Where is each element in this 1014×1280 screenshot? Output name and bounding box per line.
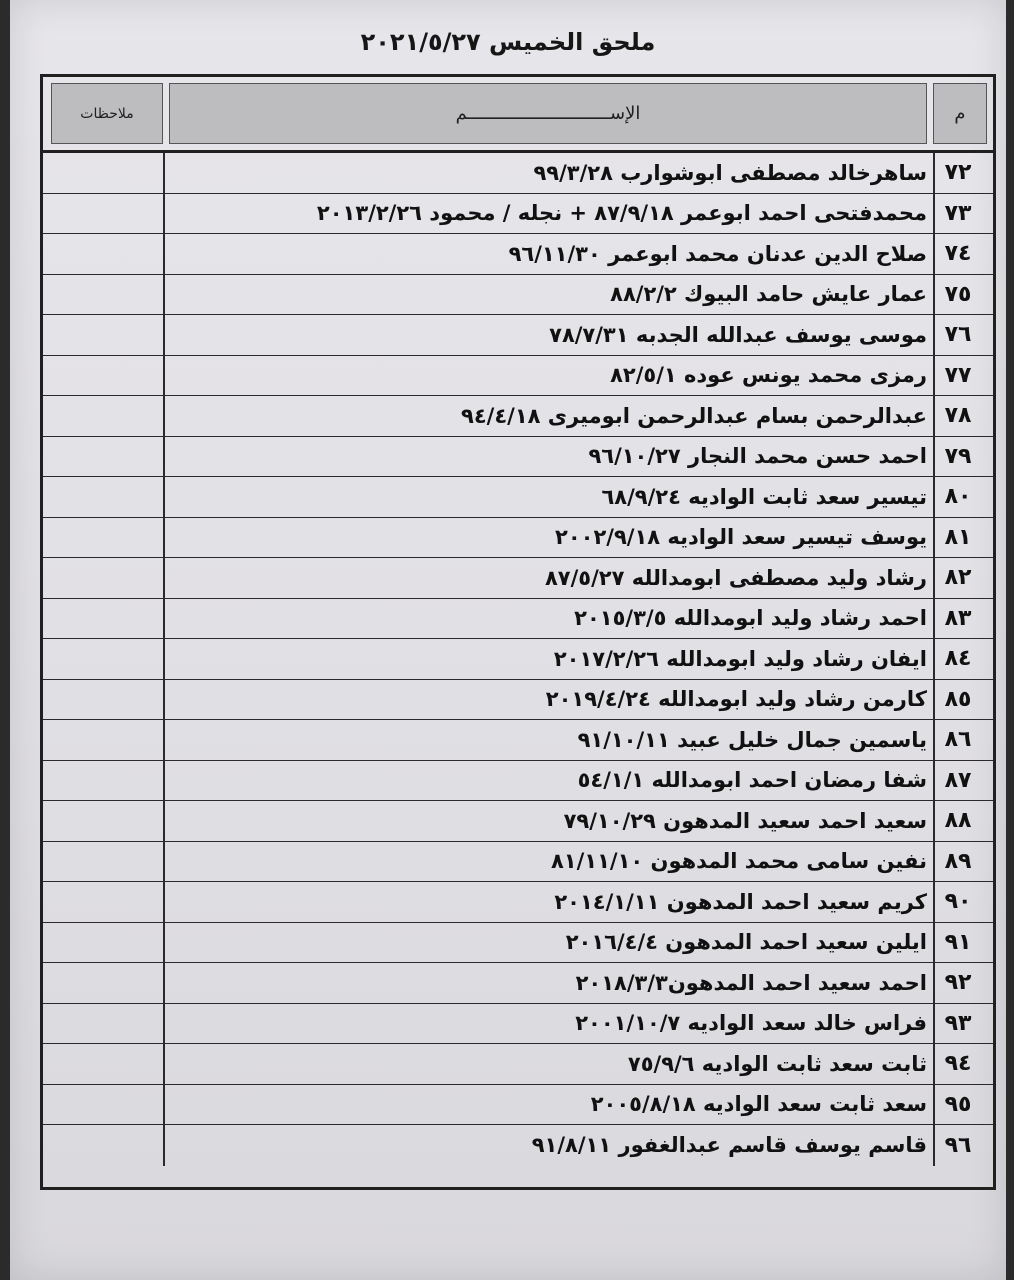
row-number: ٩٥: [933, 1085, 981, 1125]
row-number: ٨٩: [933, 842, 981, 882]
row-notes: [43, 234, 163, 274]
table-row: [43, 963, 993, 1004]
table-row: [43, 1004, 993, 1045]
row-number: ٩١: [933, 923, 981, 963]
row-name: كارمن رشاد وليد ابومدالله ٢٠١٩/٤/٢٤: [163, 680, 933, 720]
row-notes: [43, 720, 163, 760]
table-row: [43, 153, 993, 194]
table-row: [43, 396, 993, 437]
row-notes: [43, 639, 163, 679]
row-number: ٨٥: [933, 680, 981, 720]
row-notes: [43, 801, 163, 841]
table-row: [43, 1085, 993, 1126]
row-number: ٩٠: [933, 882, 981, 922]
row-name: موسى يوسف عبدالله الجدبه ٧٨/٧/٣١: [163, 315, 933, 355]
row-name: محمدفتحى احمد ابوعمر ٨٧/٩/١٨ + نجله / محمود ٢٠١٣/٢/٢٦: [163, 194, 933, 234]
table-row: [43, 234, 993, 275]
row-number: ٧٤: [933, 234, 981, 274]
row-name: سعد ثابت سعد الواديه ٢٠٠٥/٨/١٨: [163, 1085, 933, 1125]
header-notes: ملاحظات: [51, 83, 163, 144]
row-notes: [43, 315, 163, 355]
row-number: ٧٩: [933, 437, 981, 477]
row-number: ٧٥: [933, 275, 981, 315]
row-name: شفا رمضان احمد ابومدالله ٥٤/١/١: [163, 761, 933, 801]
table-row: [43, 801, 993, 842]
table-row: [43, 882, 993, 923]
row-name: رمزى محمد يونس عوده ٨٢/٥/١: [163, 356, 933, 396]
row-notes: [43, 153, 163, 193]
row-notes: [43, 923, 163, 963]
row-name: فراس خالد سعد الواديه ٢٠٠١/١٠/٧: [163, 1004, 933, 1044]
row-notes: [43, 963, 163, 1003]
row-name: قاسم يوسف قاسم عبدالغفور ٩١/٨/١١: [163, 1125, 933, 1166]
row-number: ٧٦: [933, 315, 981, 355]
row-number: ٧٧: [933, 356, 981, 396]
row-name: تيسير سعد ثابت الواديه ٦٨/٩/٢٤: [163, 477, 933, 517]
row-number: ٩٢: [933, 963, 981, 1003]
row-name: احمد سعيد احمد المدهون٢٠١٨/٣/٣: [163, 963, 933, 1003]
row-name: سعيد احمد سعيد المدهون ٧٩/١٠/٢٩: [163, 801, 933, 841]
table-header: [43, 77, 993, 153]
row-notes: [43, 1085, 163, 1125]
row-notes: [43, 437, 163, 477]
row-notes: [43, 194, 163, 234]
row-number: ٨١: [933, 518, 981, 558]
row-name: كريم سعيد احمد المدهون ٢٠١٤/١/١١: [163, 882, 933, 922]
table-row: [43, 477, 993, 518]
row-notes: [43, 396, 163, 436]
table-row: [43, 639, 993, 680]
row-name: صلاح الدين عدنان محمد ابوعمر ٩٦/١١/٣٠: [163, 234, 933, 274]
row-notes: [43, 842, 163, 882]
names-table: [40, 74, 996, 1190]
row-notes: [43, 558, 163, 598]
table-row: [43, 680, 993, 721]
header-number: م: [933, 83, 987, 144]
row-name: ساهرخالد مصطفى ابوشوارب ٩٩/٣/٢٨: [163, 153, 933, 193]
row-notes: [43, 882, 163, 922]
row-number: ٨٠: [933, 477, 981, 517]
row-name: يوسف تيسير سعد الواديه ٢٠٠٢/٩/١٨: [163, 518, 933, 558]
row-number: ٨٣: [933, 599, 981, 639]
row-notes: [43, 761, 163, 801]
table-body: [43, 153, 993, 1166]
header-name: الإســـــــــــــــــــــــــــم: [169, 83, 927, 144]
row-notes: [43, 680, 163, 720]
row-name: نفين سامى محمد المدهون ٨١/١١/١٠: [163, 842, 933, 882]
row-name: ياسمين جمال خليل عبيد ٩١/١٠/١١: [163, 720, 933, 760]
row-notes: [43, 599, 163, 639]
table-row: [43, 842, 993, 883]
row-name: عمار عايش حامد البيوك ٨٨/٢/٢: [163, 275, 933, 315]
table-row: [43, 599, 993, 640]
table-row: [43, 1125, 993, 1166]
row-name: ايفان رشاد وليد ابومدالله ٢٠١٧/٢/٢٦: [163, 639, 933, 679]
row-name: عبدالرحمن بسام عبدالرحمن ابوميرى ٩٤/٤/١٨: [163, 396, 933, 436]
row-number: ٩٤: [933, 1044, 981, 1084]
document-title: ملحق الخميس ٢٠٢١/٥/٢٧: [360, 28, 656, 56]
table-row: [43, 1044, 993, 1085]
row-notes: [43, 477, 163, 517]
row-notes: [43, 1044, 163, 1084]
table-row: [43, 761, 993, 802]
row-number: ٨٤: [933, 639, 981, 679]
row-notes: [43, 275, 163, 315]
table-row: [43, 315, 993, 356]
row-name: ثابت سعد ثابت الواديه ٧٥/٩/٦: [163, 1044, 933, 1084]
table-row: [43, 437, 993, 478]
row-number: ٩٦: [933, 1125, 981, 1166]
row-notes: [43, 518, 163, 558]
row-number: ٩٣: [933, 1004, 981, 1044]
row-number: ٨٨: [933, 801, 981, 841]
row-name: احمد رشاد وليد ابومدالله ٢٠١٥/٣/٥: [163, 599, 933, 639]
row-notes: [43, 1004, 163, 1044]
table-row: [43, 518, 993, 559]
row-number: ٨٢: [933, 558, 981, 598]
row-name: ايلين سعيد احمد المدهون ٢٠١٦/٤/٤: [163, 923, 933, 963]
table-row: [43, 275, 993, 316]
table-row: [43, 558, 993, 599]
table-row: [43, 720, 993, 761]
table-row: [43, 356, 993, 397]
row-name: احمد حسن محمد النجار ٩٦/١٠/٢٧: [163, 437, 933, 477]
row-number: ٧٨: [933, 396, 981, 436]
row-number: ٨٦: [933, 720, 981, 760]
row-number: ٧٣: [933, 194, 981, 234]
table-row: [43, 194, 993, 235]
row-number: ٨٧: [933, 761, 981, 801]
row-name: رشاد وليد مصطفى ابومدالله ٨٧/٥/٢٧: [163, 558, 933, 598]
row-notes: [43, 356, 163, 396]
row-number: ٧٢: [933, 153, 981, 193]
table-row: [43, 923, 993, 964]
paper-sheet: [10, 0, 1006, 1280]
row-notes: [43, 1125, 163, 1166]
